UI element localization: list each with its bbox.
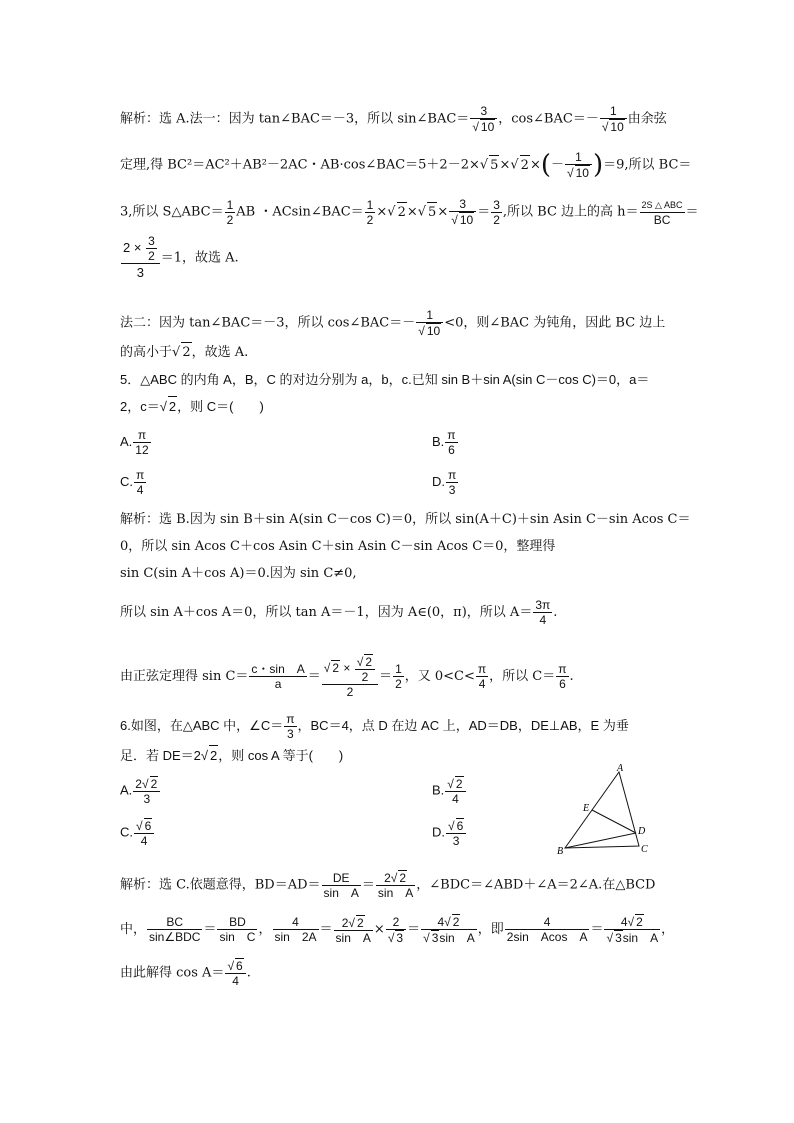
fraction [421,914,477,945]
q5-option-c [120,468,147,497]
fraction [134,818,154,848]
text: ＝ [203,922,217,937]
q6-solution-line-2 [120,914,674,945]
text: ，故选 A. [191,345,249,360]
numerator: √ 6 [448,819,464,833]
text: ＝ [685,204,699,220]
q6-stem-line-1 [120,712,629,741]
fraction [249,662,306,691]
numerator: 1 [426,308,434,322]
fraction [225,198,236,227]
fraction [121,234,160,282]
text: <0，则∠BAC 为钝角，因此 BC 边上 [444,315,666,331]
q6-option-a [120,776,161,806]
text: ，∠BDC＝∠ABD＋∠A＝2∠A.在△BCD [416,877,656,893]
sqrt-radicand: 2 [332,661,340,676]
denominator: 2 [395,677,402,691]
fraction [491,198,502,227]
numerator: π [136,468,145,482]
denominator: 6 [556,676,568,691]
text: 解析：选 C.依题意得，BD＝AD＝ [120,877,321,893]
denominator: √ 10 [565,164,592,180]
denominator: 3 [446,833,466,848]
fraction [449,197,476,227]
text: sin A [439,931,475,945]
numerator: 1 [395,662,402,676]
denominator: 3 [133,791,160,806]
text: A. [120,782,133,798]
text: 3,所以 S△ABC＝ [120,204,224,220]
denominator: 2 [322,684,378,699]
text: ＝ [407,922,421,937]
q5-stem-line-2: 2，c＝√ 2，则 C＝( ) [120,396,264,417]
denominator: 4 [533,612,552,627]
fraction [146,234,157,263]
text: ＝ [307,669,321,684]
fraction [334,915,373,945]
sqrt-radicand: 6 [144,819,152,833]
text: ＝ [590,922,604,937]
solution-line-4 [120,234,239,282]
text: 定理,得 BC²＝AC²＋AB²－2AC・AB·cos∠BAC＝5＋2－2× [120,157,480,173]
denominator: sin A [323,885,359,900]
label-d: D [638,826,646,837]
sqrt-radicand: 2 [455,777,463,791]
text: 4 [620,915,628,929]
fraction [273,915,319,944]
denominator: √ 3 [386,929,406,945]
text: sin A [622,931,659,945]
sqrt-radicand: 2 [168,396,177,417]
sqrt-radicand: 2 [357,915,364,930]
text: 所以 sin A＋cos A＝0，所以 tan A＝－1，因为 A∈(0，π)，所以 A＝ [120,605,533,620]
text: 5．△ABC 的内角 A，B，C 的对边分别为 a，b，c.已知 sin B＋sin A(sin C－cos C)＝0，a＝ [120,372,650,387]
denominator: 3 [121,263,160,282]
denominator: 12 [135,443,149,457]
fraction [133,428,150,457]
text: . [246,965,251,981]
text: 0，所以 sin Acos C＋cos Asin C＋sin Asin C－sin Acos C＝0，整理得 [120,539,556,554]
text: × [406,204,418,220]
numerator: BC [166,915,184,929]
sqrt-radicand: 2 [399,871,407,885]
text: 解析：选 B.因为 sin B＋sin A(sin C－cos C)＝0，所以 sin(A＋C)＋sin Asin C－sin Acos C＝ [120,512,691,527]
text: 法二：因为 tan∠BAC＝－3，所以 cos∠BAC＝－ [120,315,416,331]
sqrt-radicand: 3 [396,930,404,945]
text: ＝9,所以 BC＝ [603,157,692,173]
label-c: C [641,844,648,855]
text: ＝ [379,669,393,684]
q5-stem-line-1 [120,370,649,390]
numerator: π [558,662,567,676]
q5-solution-line-1 [120,510,691,530]
label-b: B [557,846,564,856]
text: D. [432,824,445,840]
text: － [551,157,565,173]
text: ，又 0<C< [404,669,475,684]
denominator: √ 3sin A [423,931,475,945]
text: B. [432,433,445,449]
numerator: 4 [543,915,551,929]
numerator: 1 [575,150,582,164]
solution-line-5 [120,308,665,338]
text: × [373,922,385,937]
fraction [386,915,406,945]
denominator: 4 [134,482,146,497]
denominator: 3 [284,726,296,741]
text: 2 [384,871,391,885]
sqrt-radicand: 2 [520,155,530,176]
segment-bd [565,833,636,848]
denominator: 2 [355,669,375,684]
q6-option-c [120,818,155,848]
text: 2 [135,777,142,791]
text: B. [432,782,445,798]
numerator: 2 [392,914,400,929]
sqrt-radicand: 6 [236,959,243,973]
numerator: π [286,712,295,726]
text: . [569,669,574,684]
q5-solution-line-5 [120,654,574,699]
text: C. [120,473,133,489]
denominator: 3 [446,482,458,497]
numerator: π [137,428,147,442]
q6-option-b [432,776,467,806]
denominator: 2 [226,212,234,227]
fraction [416,308,443,338]
fraction [133,776,160,806]
denominator: sin∠BDC [149,930,201,944]
denominator: 2 [366,212,374,227]
denominator: 4 [134,833,154,848]
fraction [600,104,627,134]
q5-option-a [120,428,152,457]
sqrt-radicand: 6 [456,819,464,833]
fraction [355,654,375,684]
numerator: 3 [459,197,467,211]
denominator: √ 3sin A [606,931,659,945]
text: ，cos∠BAC＝－ [498,111,599,127]
denominator: √ 10 [470,118,497,134]
sqrt-radicand: 2 [397,202,407,223]
text: ，即 [477,922,504,937]
numerator: 1 [609,104,617,118]
text: 足．若 DE＝2 [120,748,201,763]
denominator: sin 2A [274,930,317,944]
text: 由余弦 [627,111,667,127]
q6-solution-line-3 [120,958,251,988]
numerator: √ 6 [136,819,152,833]
denominator: 4 [445,791,465,806]
text: ＝ [477,204,491,220]
numerator: 3 [480,104,488,118]
solution-line-3: 3,所以 S△ABC＝ $\frac{1}{2}$ AB ・ACsin∠BAC＝ $\frac{1}{2}$ ×√ 2×√ 5× $\frac{3}{√ 10}$ ＝ $\frac{3}{2}$ ,所以 BC 边上的高 h＝ $\frac{\text{2S △ ABC}}{BC}$ ＝ [120,197,699,227]
solution-line-2: 定理,得 BC²＝AC²＋AB²－2AC・AB·cos∠BAC＝5＋2－2×√ 5×√ 2×(－ $\frac{1}{√ 10}$ )＝9,所以 BC＝ [120,150,692,180]
sqrt-radicand: 10 [426,324,441,338]
label-e: E [583,803,590,814]
denominator: sin A [335,930,371,945]
text: 解析：选 A.法一：因为 tan∠BAC＝－3，所以 sin∠BAC＝ [120,111,470,127]
fraction [322,654,378,699]
numerator: √ 2 [356,655,373,669]
sqrt-radicand: 3 [431,931,439,945]
solution-line-6: 的高小于√ 2，故选 A. [120,342,248,363]
numerator: √ 6 [227,959,243,973]
sqrt-radicand: 10 [480,120,495,134]
fraction [565,150,592,180]
triangle-abc [565,772,639,848]
numerator: BD [229,915,246,929]
q6-option-d [432,818,467,848]
text: ，则 C＝( ) [177,399,264,414]
denominator: 4 [476,676,488,691]
numerator: c・sin A [251,662,305,676]
label-a: A [617,763,624,774]
text: ＝1，故选 A. [160,250,239,266]
segment-de [592,810,636,833]
q5-solution-line-3 [120,564,357,584]
q5-solution-line-2 [120,537,555,557]
fraction [470,104,497,134]
text: 由此解得 cos A＝ [120,965,225,981]
text: . [553,605,558,620]
denominator: 2 [493,212,500,227]
fraction [134,468,146,497]
fraction [217,915,257,944]
q6-solution-line-1 [120,870,655,900]
text: A. [120,433,133,449]
sqrt-radicand: 2 [365,655,373,669]
sqrt-radicand: 3 [615,931,622,945]
denominator: √ 10 [449,211,476,227]
text: 中， [120,922,147,937]
paren: ) [592,150,604,180]
numerator: π [448,468,457,482]
numerator: π [477,662,487,676]
text: ，所以 C＝ [489,669,556,684]
fraction [322,871,361,900]
numerator: √ 2 × $\frac{√ 2}{2}$ [322,654,378,684]
text: AB ・ACsin∠BAC＝ [236,204,364,220]
text: × [499,157,511,173]
numerator [121,234,160,263]
sqrt-radicand: 10 [575,166,589,180]
text: 6.如图，在△ABC 中，∠C＝ [120,717,284,733]
fraction [604,914,660,945]
denominator: sin C [219,930,256,944]
sqrt-radicand: 2 [181,342,191,363]
fraction [476,662,488,691]
numerator: 2√ 2 [341,915,364,930]
fraction [445,776,465,806]
numerator: 2√ 2 [135,777,158,791]
denominator: sin A [377,886,414,900]
text: ，则 cos A 等于( ) [218,748,344,763]
sqrt-radicand: 10 [459,213,474,227]
text: × [437,204,449,220]
sqrt-radicand: 5 [427,202,437,223]
sqrt-radicand: 2 [209,745,218,766]
numerator: 3 [493,197,500,212]
fraction [225,958,245,988]
text: 的高小于 [120,345,173,360]
text: ， [661,922,675,937]
text: ＝ [361,877,375,893]
fraction [556,662,568,691]
text: 2 × [123,239,142,255]
text: 由正弦定理得 sin C＝ [120,669,249,684]
solution-line-1 [120,104,667,134]
numerator: 3 [148,234,155,248]
fraction [376,870,415,900]
fraction [284,712,296,741]
numerator: 4√ 2 [620,915,643,929]
denominator: 4 [225,973,245,988]
numerator: 2S △ ABC [641,199,683,210]
text: C. [120,824,133,840]
fraction [640,198,685,227]
text: × [376,204,388,220]
sqrt-radicand: 2 [150,777,158,791]
text: sin C(sin A＋cos A)＝0.因为 sin C≠0, [120,566,357,581]
text: ＝ [319,922,333,937]
numerator: π [447,428,456,442]
numerator: 1 [366,197,374,212]
q5-option-d [432,468,459,497]
numerator: √ 2 [447,777,463,791]
numerator: 4 [292,915,299,929]
fraction [446,818,466,848]
paren: ( [540,150,551,180]
numerator: 2√ 2 [384,871,407,885]
q5-option-b [432,428,459,457]
numerator: DE [332,870,350,885]
text: ， [258,922,272,937]
sqrt-radicand: 5 [489,155,499,176]
denominator: √ 10 [416,322,443,338]
q5-solution-line-4 [120,598,557,627]
text: × [529,157,541,173]
denominator: 6 [445,442,457,457]
numerator: 3π [535,598,551,612]
fraction [147,915,202,944]
text: 2 [341,915,349,930]
triangle-figure [555,762,665,856]
fraction [446,468,458,497]
fraction [505,915,590,944]
fraction [533,598,552,627]
fraction [365,198,376,227]
denominator: 2sin Acos A [506,930,588,944]
text: ，BC＝4，点 D 在边 AC 上，AD＝DB，DE⊥AB，E 为垂 [297,717,629,733]
denominator: 2 [148,249,155,263]
numerator: 4√ 2 [437,915,460,929]
numerator: 1 [226,197,234,212]
fraction [393,662,404,691]
sqrt-radicand: 10 [610,120,624,134]
q6-stem-line-2: 足．若 DE＝2√ 2，则 cos A 等于( ) [120,745,343,766]
denominator: BC [640,212,685,227]
denominator: a [249,676,306,691]
fraction [445,428,457,457]
denominator: √ 10 [600,118,627,134]
sqrt-radicand: 2 [452,915,460,929]
text: D. [432,473,445,489]
text: 2，c＝ [120,399,160,414]
sqrt-radicand: 2 [636,915,643,929]
text: ,所以 BC 边上的高 h＝ [502,204,639,220]
text: 4 [437,915,445,929]
